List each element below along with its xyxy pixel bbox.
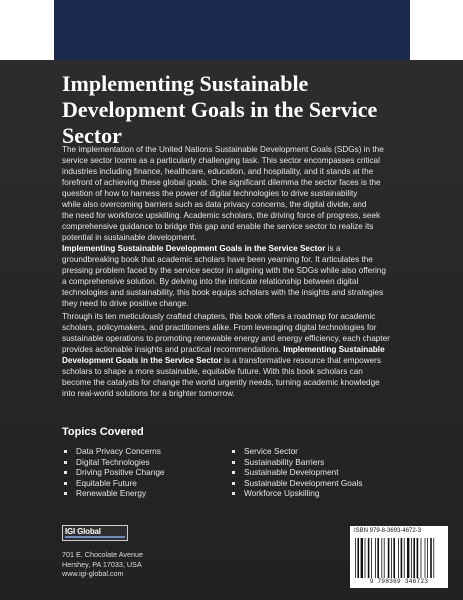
text-line: scholars to shape a more sustainable, equitable future. With this book scholars can [62, 367, 363, 376]
title-line: Sector [62, 123, 122, 148]
barcode-bar [425, 538, 426, 578]
topics-list-left [62, 446, 165, 499]
barcode-bar [411, 538, 412, 578]
barcode-bar [377, 538, 379, 578]
text-line: while also overcoming barriers such as data privacy concerns, the digital divide, and [62, 200, 367, 209]
barcode-bar [368, 538, 370, 578]
barcode-digits: 9 798369 346723 [369, 578, 429, 585]
barcode-bar [357, 538, 359, 578]
text-line: potential in sustainable development. [62, 233, 197, 242]
barcode-bar [398, 538, 399, 578]
topic-item: Sustainable Development [230, 467, 363, 478]
title-line: Implementing Sustainable [62, 71, 309, 96]
text-line: the need for workforce upskilling. Academic scholars, the driving force of progress, seek [62, 211, 381, 220]
bold-book-title: Implementing Sustainable [283, 345, 385, 354]
text-run: is a [325, 244, 341, 253]
topic-item: Sustainability Barriers [230, 457, 363, 468]
topic-item: Equitable Future [62, 478, 165, 489]
description-paragraph-2 [62, 243, 414, 309]
address-line: Hershey, PA 17033, USA [62, 559, 142, 569]
text-line: sustainable operations to promoting renewable energy and energy efficiency, each chapter [62, 334, 390, 343]
isbn-barcode-box [350, 526, 448, 588]
text-line: they need to drive positive change. [62, 299, 189, 308]
barcode-bar [407, 538, 409, 578]
logo-text: IGI Global [65, 527, 101, 536]
topic-item: Renewable Energy [62, 488, 165, 499]
barcode-bar [417, 538, 419, 578]
text-line: pressing problem faced by the service sector in aligning with the SDGs while also offering [62, 266, 386, 275]
text-line: technologies and sustainability, this book equips scholars with the insights and strategies [62, 288, 384, 297]
topics-heading: Topics Covered [62, 426, 144, 438]
text-line [62, 355, 414, 366]
barcode-bar [391, 538, 392, 578]
barcode-bar [427, 538, 428, 578]
topic-item: Sustainable Development Goals [230, 478, 363, 489]
text-line: service sector looms as a particularly challenging task. This sector encompasses critical [62, 156, 380, 165]
text-line: comprehensive guidance to bridge this gap and enable the service sector to realize its [62, 222, 374, 231]
isbn-label: ISBN 979-8-3693-4672-3 [354, 528, 422, 534]
topic-item: Workforce Upskilling [230, 488, 363, 499]
text-line: forefront of achieving these global goals. One significant dilemma the sector faces is the [62, 178, 381, 187]
text-line: become the catalysts for change the world urgently needs, turning academic knowledge [62, 378, 380, 387]
barcode-icon [354, 538, 444, 578]
logo-tagline-bar [65, 536, 125, 538]
barcode-bar [430, 538, 432, 578]
barcode-bar [361, 538, 363, 578]
barcode-bar [401, 538, 403, 578]
barcode-bar [404, 538, 405, 578]
text-run: provides actionable insights and practical recommendations. [62, 345, 284, 354]
publisher-website: www.igi-global.com [62, 569, 124, 578]
barcode-bar [355, 538, 356, 578]
text-line: groundbreaking book that academic scholars have been yearning for. It articulates the [62, 255, 373, 264]
barcode-bar [393, 538, 395, 578]
publisher-address [62, 550, 143, 579]
barcode-bar [384, 538, 385, 578]
text-line: industries including finance, healthcare, education, and hospitality, and it stands at the [62, 167, 374, 176]
description-paragraph-3 [62, 311, 414, 399]
text-line: The implementation of the United Nations Sustainable Development Goals (SDGs) in the [62, 145, 384, 154]
book-title [62, 71, 422, 149]
address-line: 701 E. Chocolate Avenue [62, 550, 143, 559]
description-paragraph-1 [62, 144, 414, 243]
text-line: scholars, policymakers, and practitioners alike. From leveraging digital technologies for [62, 323, 377, 332]
text-line: a comprehensive solution. By delving into the intricate relationship between digital [62, 277, 359, 286]
barcode-bar [413, 538, 415, 578]
barcode-bar [375, 538, 376, 578]
topic-item: Data Privacy Concerns [62, 446, 165, 457]
topics-list-right [230, 446, 363, 499]
text-line [62, 344, 414, 355]
barcode-bar [421, 538, 422, 578]
title-line: Development Goals in the Service [62, 97, 378, 122]
barcode-bar [433, 538, 434, 578]
text-line: into real-world solutions for a brighter tomorrow. [62, 389, 235, 398]
topic-item: Service Sector [230, 446, 363, 457]
topic-item: Driving Positive Change [62, 467, 165, 478]
bold-book-title: Development Goals in the Service Sector [62, 356, 222, 365]
barcode-bar [381, 538, 382, 578]
text-run: is a transformative resource that empowers [221, 356, 381, 365]
text-line: Through its ten meticulously crafted chapters, this book offers a roadmap for academic [62, 312, 376, 321]
barcode-bar [365, 538, 366, 578]
barcode-bar [371, 538, 372, 578]
barcode-bar [388, 538, 390, 578]
publisher-logo [62, 525, 128, 541]
topic-item: Digital Technologies [62, 457, 165, 468]
bold-book-title: Implementing Sustainable Development Goals in the Service Sector [62, 244, 326, 253]
text-line: question of how to harness the power of digital technologies to drive sustainability [62, 189, 358, 198]
navy-header-box [54, 0, 410, 60]
text-line [62, 243, 414, 254]
